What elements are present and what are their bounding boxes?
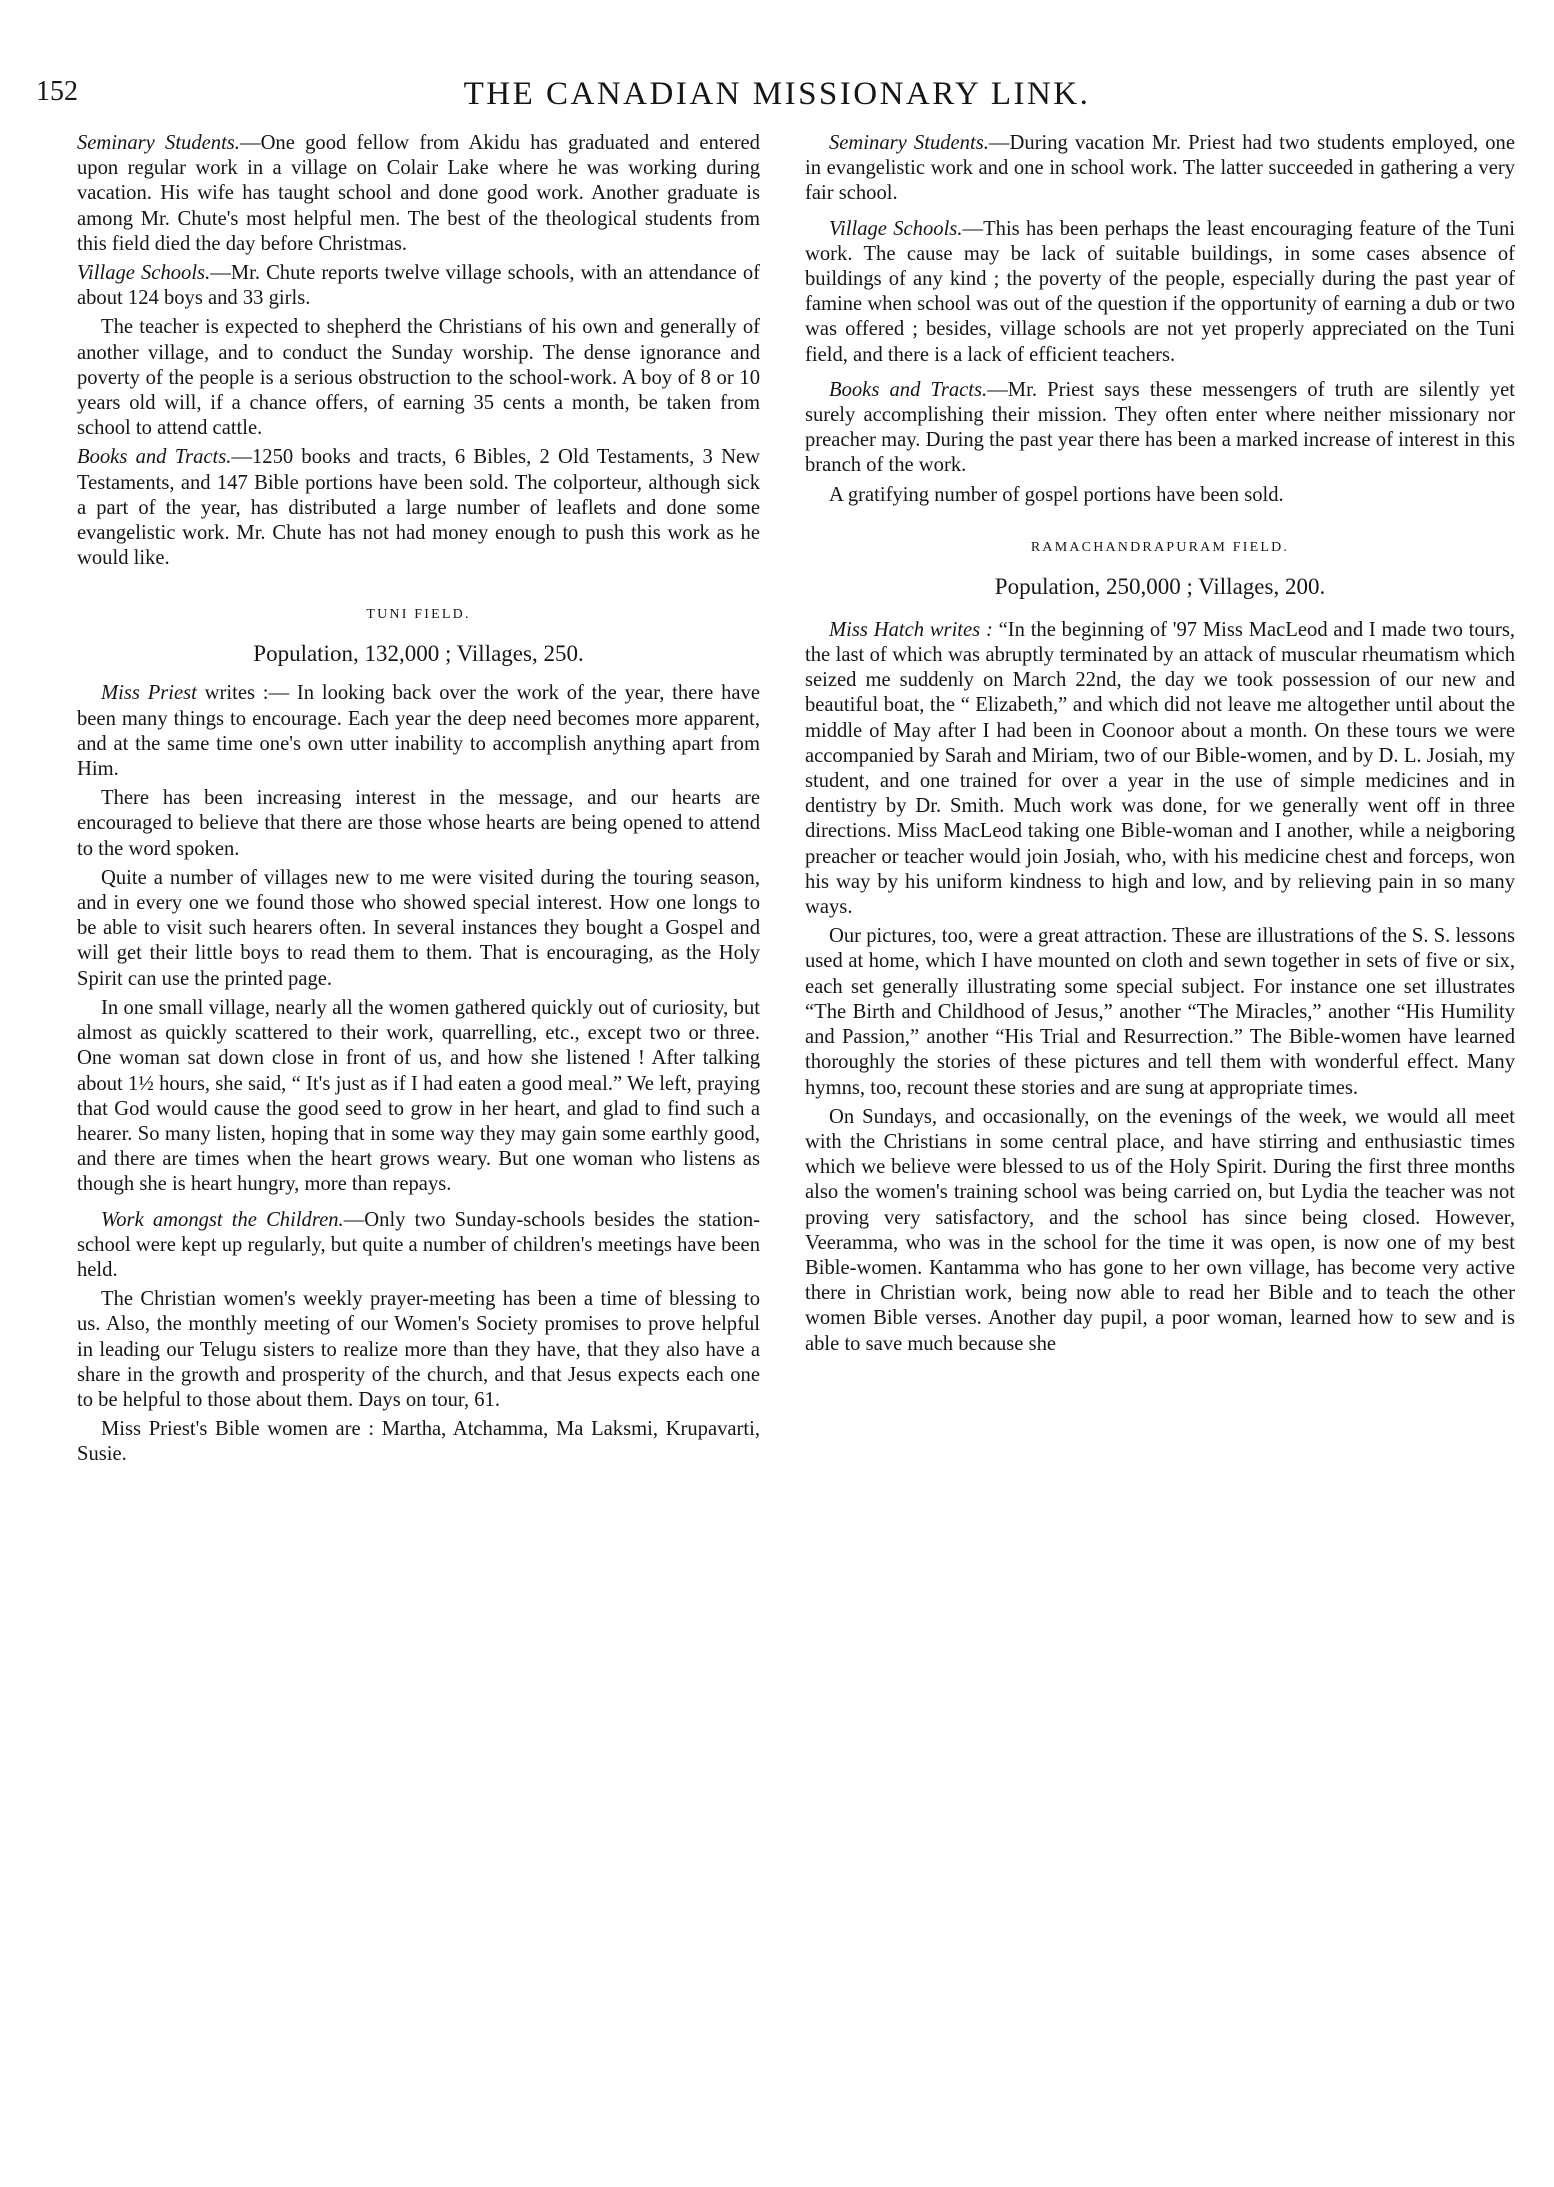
author-name: Miss Hatch writes : [829, 618, 993, 641]
left-column [77, 131, 760, 1472]
paragraph [77, 681, 760, 782]
paragraph: Miss Priest's Bible women are : Martha, Atchamma, Ma Laksmi, Krupavarti, Susie. [77, 1418, 760, 1466]
paragraph: In one small village, nearly all the women gathered quickly out of curiosity, but almost as quickly scattered to their work, quarrelling, etc., except two or three. One woman sat down close in front of us, and how she listened ! After talking about 1½ hours, she said, “ It's just as if I had eaten a good meal.” We left, praying that God would cause the good seed to grow in her heart, and glad to find such a hearer. So many listen, hoping that in some way they may gain some earthly good, and there are times when the heart grows weary. But one woman who listens as though she is heart hungry, more than repays. [77, 996, 760, 1196]
right-column [805, 131, 1515, 1361]
run-in-heading: Village Schools. [77, 262, 211, 285]
paragraph: On Sundays, and occasionally, on the evenings of the week, we would all meet with the Christians in some central place, and have stirring and enthusiastic times which we believe were blessed to us of the Holy Spirit. During the first three months also the women's training school was being carried on, but Lydia the teacher was not proving very satisfactory, and the school has since being closed. However, Veeramma, who was in the school for the time it was open, is now one of my best Bible-women. Kantamma who has gone to her own village, has become very active there in Christian work, being now able to read her Bible and to teach the other women Bible verses. Another day pupil, a poor woman, learned how to sew and is able to save much because she [805, 1105, 1515, 1355]
paragraph-text: —Mr. Priest says these messengers of truth are silently yet surely accomplishing their mission. They often enter where neither missionary nor preacher may. During the past year there has been a marked increase of interest in this branch of the work. [805, 378, 1516, 477]
journal-title: THE CANADIAN MISSIONARY LINK. [463, 76, 1091, 112]
run-in-heading: Books and Tracts. [829, 378, 988, 401]
population-line: Population, 132,000 ; Villages, 250. [253, 641, 584, 667]
paragraph [805, 217, 1515, 368]
paragraph-text: —This has been perhaps the least encouraging feature of the Tuni work. The cause may be lack of suitable buildings, in some cases absence of buildings of any kind ; the poverty of the people, especially during the past year of famine when school was out of the question if the opportunity of earning a dub or two was offered ; besides, village schools are not yet properly appreciated on the Tuni field, and there is a lack of efficient teachers. [805, 217, 1515, 366]
paragraph [77, 445, 760, 571]
population-line: Population, 250,000 ; Villages, 200. [994, 573, 1326, 599]
paragraph-text: —One good fellow from Akidu has graduated and entered upon regular work in a village on Colair Lake where he was working during vacation. His wife has taught school and done good work. Another graduate is among Mr. Chute's most helpful men. The best of the theological students from this field died the day before Christmas. [77, 132, 760, 255]
paragraph-text: —Only two Sunday-schools besides the station-school were kept up regularly, but quite a number of children's meetings have been held. [77, 1208, 760, 1281]
run-in-heading: Books and Tracts. [77, 446, 232, 469]
page-number: 152 [36, 76, 78, 107]
run-in-heading: Work amongst the Children. [101, 1208, 344, 1231]
paragraph: Our pictures, too, were a great attraction. These are illustrations of the S. S. lessons used at home, which I have mounted on cloth and sewn together in sets of five or six, each set generally illustrating some special subject. For instance one set illustrates “The Birth and Childhood of Jesus,” another “The Miracles,” another “His Humility and Passion,” another “His Trial and Resurrection.” The Bible-women have learned thoroughly the stories of these pictures and tell them with wonderful effect. Many hymns, too, recount these stories and are sung at appropriate times. [805, 925, 1515, 1099]
paragraph [77, 131, 760, 257]
paragraph-text: “In the beginning of '97 Miss MacLeod and I made two tours, the last of which was abruptly terminated by an attack of muscular rheumatism which seized me suddenly on March 22nd, the day we took possession of our new and beautiful boat, the “ Elizabeth,” and which did not leave me altogether until about the middle of May after I had been in Coonoor about a month. On these tours we were accompanied by Sarah and Miriam, two of our Bible-women, and by D. L. Josiah, my student, and one trained for over a year in the use of simple medicines and in dentistry by Dr. Smith. Much work was done, for we generally went off in three directions. Miss MacLeod taking one Bible-woman and I another, while a neigboring preacher or teacher would join Josiah, who, with his medicine chest and forceps, won his way by his uniform kindness to high and low, and by relieving pain in so many ways. [805, 618, 1515, 919]
paragraph: There has been increasing interest in the message, and our hearts are encouraged to believe that there are those whose hearts are being opened to attend to the word spoken. [77, 787, 760, 860]
run-in-heading: Seminary Students. [77, 132, 240, 154]
paragraph [805, 378, 1515, 479]
paragraph: The Christian women's weekly prayer-meeting has been a time of blessing to us. Also, the monthly meeting of our Women's Society promises to prove helpful in leading our Telugu sisters to realize more than they have, that they also have a share in the growth and prosperity of the church, and that Jesus expects each one to be helpful to those about them. Days on tour, 61. [77, 1288, 760, 1411]
paragraph: Quite a number of villages new to me were visited during the touring season, and in every one we found those who showed special interest. How one longs to be able to visit such hearers often. In several instances they bought a Gospel and will get their little boys to read them to them. That is encouraging, as the Holy Spirit can use the printed page. [77, 866, 760, 990]
section-heading: RAMACHANDRAPURAM FIELD. [1030, 539, 1290, 555]
paragraph-text: —1250 books and tracts, 6 Bibles, 2 Old Testaments, 3 New Testaments, and 147 Bible portions have been sold. The colporteur, although sick a part of the year, has distributed a large number of leaflets and done some evangelistic work. Mr. Chute has not had money enough to push this work as he would like. [77, 446, 760, 570]
paragraph-text: —During vacation Mr. Priest had two students employed, one in evangelistic work and one in school work. The latter succeeded in gathering a very fair school. [805, 132, 1515, 205]
run-in-heading: Village Schools. [829, 217, 963, 240]
paragraph [77, 261, 760, 311]
paragraph: A gratifying number of gospel portions have been sold. [829, 483, 1284, 506]
paragraph [805, 131, 1515, 207]
paragraph [805, 618, 1515, 920]
section-heading: TUNI FIELD. [366, 607, 471, 623]
paragraph [77, 1208, 760, 1284]
author-name: Miss Priest [101, 682, 197, 705]
paragraph-text: —Mr. Chute reports twelve village schools, with an attendance of about 124 boys and 33 girls. [77, 262, 761, 310]
paragraph: The teacher is expected to shepherd the Christians of his own and generally of another village, and to conduct the Sunday worship. The dense ignorance and poverty of the people is a serious obstruction to the school-work. A boy of 8 or 10 years old will, if a chance offers, of earning 35 cents a month, be taken from school to attend cattle. [77, 316, 760, 440]
page-header [36, 76, 1518, 120]
paragraph-text: writes :— In looking back over the work of the year, there have been many things to encourage. Each year the deep need becomes more apparent, and at the same time one's own utter inability to accomplish anything apart from Him. [77, 682, 760, 781]
run-in-heading: Seminary Students. [829, 132, 989, 154]
